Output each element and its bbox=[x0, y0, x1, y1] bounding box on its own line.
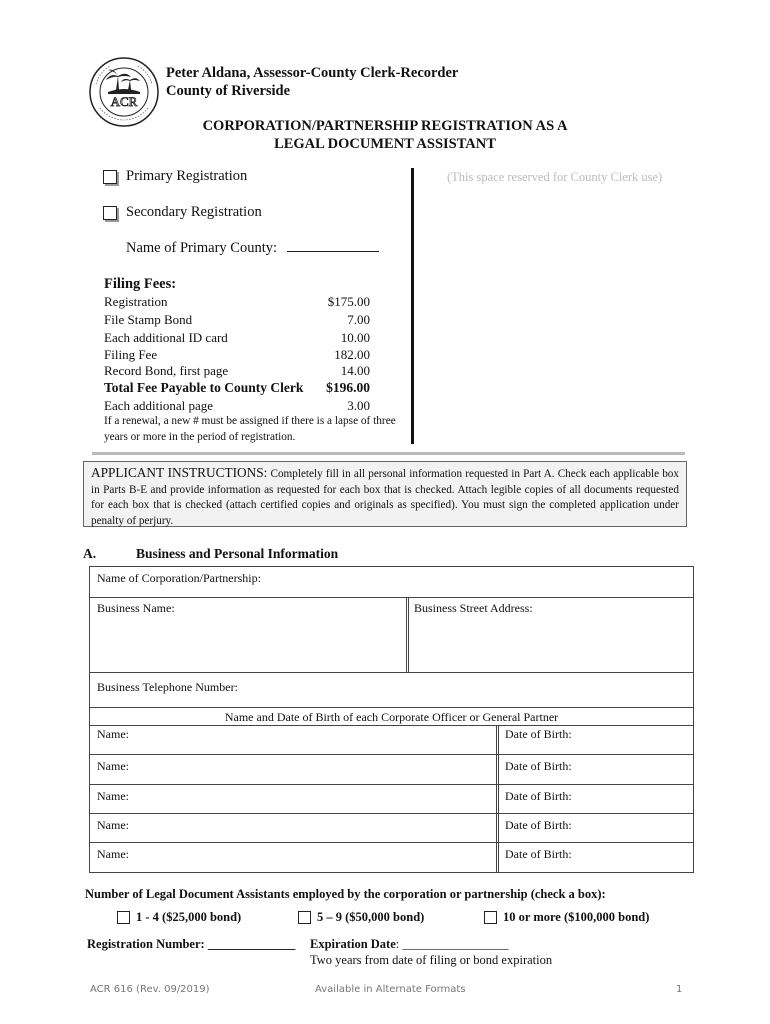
instructions-heading: APPLICANT INSTRUCTIONS: bbox=[91, 465, 268, 480]
fee-row-additional-id-card bbox=[104, 330, 370, 346]
fee-row-total bbox=[104, 380, 370, 396]
fee-row-additional-page bbox=[104, 398, 370, 414]
officers-header-row bbox=[90, 708, 693, 726]
primary-registration-checkbox[interactable] bbox=[103, 170, 117, 184]
instructions-text: Completely fill in all personal information requested in Part A. Check each applicable box in Parts B-E and provide information as requested for each box that is checked. Attach legible copies of all documents requested for each box that is checked (attach certified copies and originals as specified). You must sign the completed application under penalty of perjury. bbox=[91, 468, 679, 527]
expiration-date-row[interactable] bbox=[310, 937, 509, 952]
primary-county-row bbox=[126, 240, 379, 257]
secondary-registration-checkbox[interactable] bbox=[103, 206, 117, 220]
business-address-label: Business Street Address: bbox=[414, 601, 533, 615]
fee-amount: 7.00 bbox=[347, 312, 370, 327]
option-10-plus[interactable] bbox=[484, 910, 649, 925]
officer-name-label: Name: bbox=[97, 789, 129, 803]
fee-row-filing-fee bbox=[104, 347, 370, 363]
officer-row[interactable] bbox=[90, 814, 693, 843]
option-label: 10 or more ($100,000 bond) bbox=[503, 910, 650, 924]
page-number: 1 bbox=[676, 984, 683, 995]
reserved-area-divider bbox=[411, 168, 414, 444]
fee-label: Each additional page bbox=[104, 398, 214, 413]
officer-name-label: Name: bbox=[97, 847, 129, 861]
primary-county-label: Name of Primary County: bbox=[126, 240, 278, 256]
fee-amount: $175.00 bbox=[327, 294, 370, 309]
option-10-plus-checkbox[interactable] bbox=[484, 911, 497, 924]
business-phone-row[interactable] bbox=[90, 673, 693, 708]
option-5-9-checkbox[interactable] bbox=[298, 911, 311, 924]
fee-label: Record Bond, first page bbox=[104, 363, 229, 378]
fee-row-file-stamp-bond bbox=[104, 312, 370, 328]
alternate-formats-note: Available in Alternate Formats bbox=[315, 984, 466, 995]
form-title-line1: CORPORATION/PARTNERSHIP REGISTRATION AS A bbox=[202, 118, 568, 134]
registration-number-row[interactable] bbox=[87, 937, 295, 952]
fee-label: Registration bbox=[104, 294, 168, 309]
option-label: 1 - 4 ($25,000 bond) bbox=[136, 910, 242, 924]
corp-name-row[interactable] bbox=[90, 567, 693, 598]
officer-name-label: Name: bbox=[97, 759, 129, 773]
fee-total-amount: $196.00 bbox=[326, 380, 370, 395]
secondary-registration-label: Secondary Registration bbox=[126, 204, 262, 220]
officer-name-label: Name: bbox=[97, 818, 129, 832]
option-1-4[interactable] bbox=[117, 910, 241, 925]
officer-row[interactable] bbox=[90, 726, 693, 755]
business-name-address-row bbox=[90, 598, 693, 673]
expiration-colon: : bbox=[395, 937, 400, 951]
officer-dob-label: Date of Birth: bbox=[505, 847, 572, 861]
fee-amount: 10.00 bbox=[340, 330, 370, 345]
expiration-date-label: Expiration Date bbox=[310, 937, 396, 951]
form-id: ACR 616 (Rev. 09/2019) bbox=[90, 984, 210, 995]
seal-text: ACR bbox=[110, 94, 138, 109]
filing-fees-heading: Filing Fees: bbox=[104, 276, 177, 292]
fee-total-label: Total Fee Payable to County Clerk bbox=[104, 380, 304, 395]
officer-dob-label: Date of Birth: bbox=[505, 759, 572, 773]
assistant-count-question: Number of Legal Document Assistants employed by the corporation or partnership (check a box): bbox=[85, 887, 606, 901]
officer-dob-label: Date of Birth: bbox=[505, 818, 572, 832]
primary-county-field[interactable] bbox=[287, 240, 379, 252]
business-info-table bbox=[89, 566, 694, 873]
officer-dob-label: Date of Birth: bbox=[505, 727, 572, 741]
cell-divider bbox=[496, 755, 499, 784]
business-name-label: Business Name: bbox=[97, 601, 175, 615]
secondary-registration-option[interactable] bbox=[103, 204, 262, 221]
expiration-date-field[interactable]: _________________ bbox=[399, 937, 509, 951]
fee-amount: 14.00 bbox=[340, 363, 370, 378]
form-title-line2: LEGAL DOCUMENT ASSISTANT bbox=[274, 136, 496, 152]
primary-registration-option[interactable] bbox=[103, 168, 247, 185]
fee-amount: 182.00 bbox=[334, 347, 370, 362]
officer-row[interactable] bbox=[90, 785, 693, 814]
corp-name-label: Name of Corporation/Partnership: bbox=[97, 571, 261, 585]
renewal-note: If a renewal, a new # must be assigned if there is a lapse of three years or more in the period of registration. bbox=[104, 415, 396, 443]
section-divider bbox=[92, 452, 685, 455]
option-5-9[interactable] bbox=[298, 910, 424, 925]
option-1-4-checkbox[interactable] bbox=[117, 911, 130, 924]
cell-divider bbox=[406, 598, 409, 672]
cell-divider bbox=[496, 814, 499, 842]
registration-number-label: Registration Number: bbox=[87, 937, 205, 951]
applicant-instructions-box bbox=[83, 461, 687, 527]
registration-number-field[interactable]: ______________ bbox=[207, 937, 296, 951]
county-clerk-reserved-note: (This space reserved for County Clerk use) bbox=[447, 170, 663, 184]
business-phone-label: Business Telephone Number: bbox=[97, 680, 238, 694]
county-name: County of Riverside bbox=[166, 83, 291, 99]
officers-header-label: Name and Date of Birth of each Corporate Officer or General Partner bbox=[224, 710, 559, 724]
section-a-title: Business and Personal Information bbox=[136, 546, 339, 561]
fee-label: Filing Fee bbox=[104, 347, 158, 362]
office-holder-name: Peter Aldana, Assessor-County Clerk-Recorder bbox=[166, 65, 459, 81]
fee-label: File Stamp Bond bbox=[104, 312, 193, 327]
officer-row[interactable] bbox=[90, 755, 693, 785]
expiration-note: Two years from date of filing or bond expiration bbox=[310, 953, 553, 967]
cell-divider bbox=[496, 726, 499, 754]
officer-name-label: Name: bbox=[97, 727, 129, 741]
fee-amount: 3.00 bbox=[347, 398, 370, 413]
officer-row[interactable] bbox=[90, 843, 693, 872]
fee-row-registration bbox=[104, 294, 370, 310]
option-label: 5 – 9 ($50,000 bond) bbox=[317, 910, 425, 924]
cell-divider bbox=[496, 785, 499, 813]
fee-label: Each additional ID card bbox=[104, 330, 228, 345]
cell-divider bbox=[496, 843, 499, 872]
fee-row-record-bond bbox=[104, 363, 370, 379]
officer-dob-label: Date of Birth: bbox=[505, 789, 572, 803]
section-a-letter: A. bbox=[83, 546, 97, 561]
primary-registration-label: Primary Registration bbox=[126, 168, 248, 184]
